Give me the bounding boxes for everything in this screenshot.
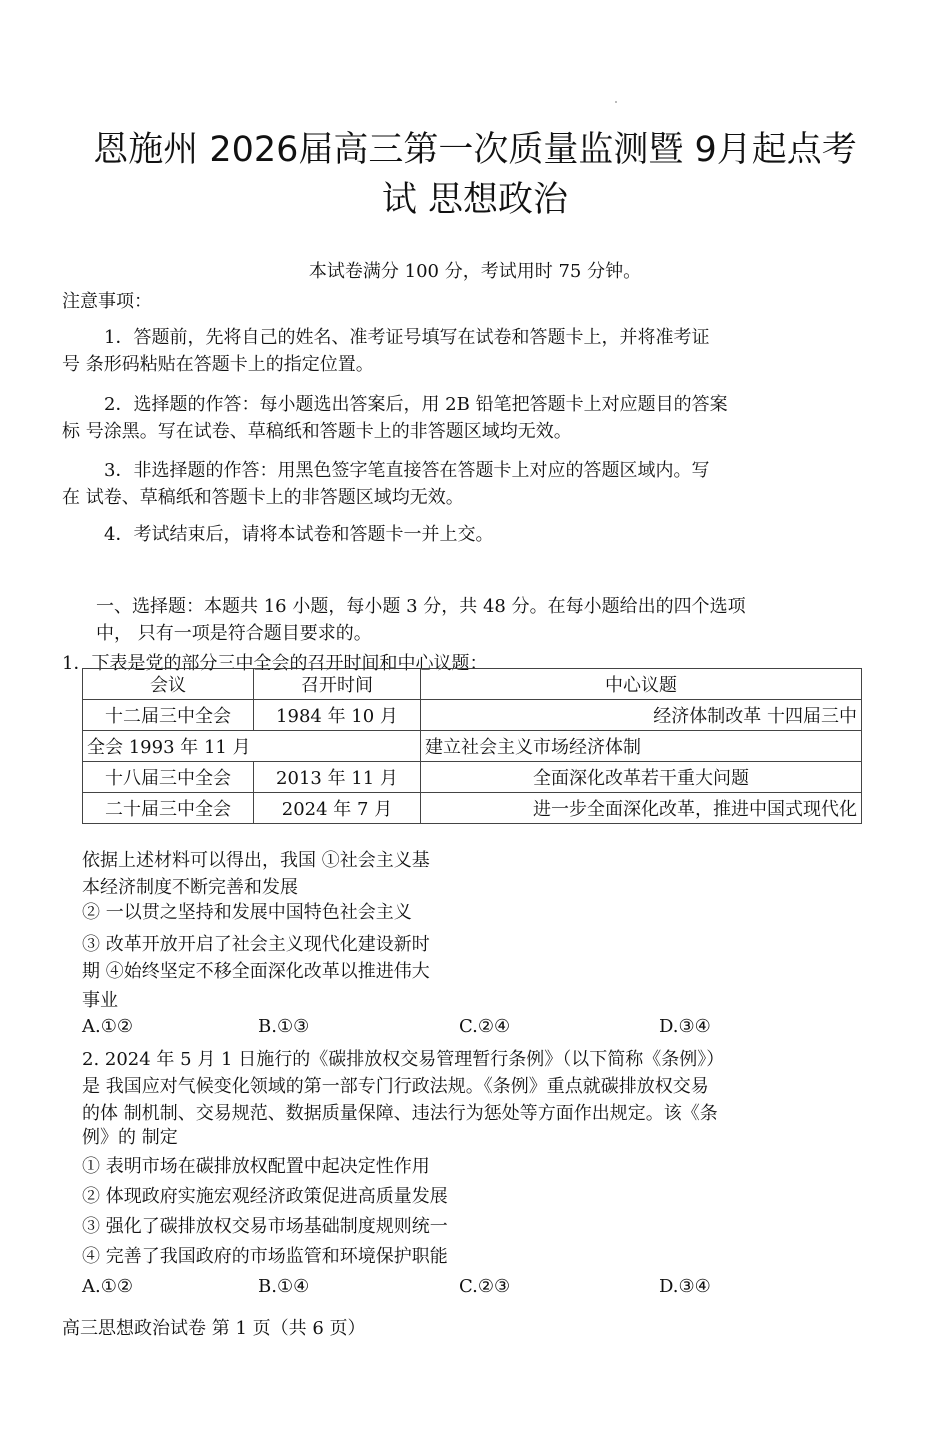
q1-text-line-3: ② 一以贯之坚持和发展中国特色社会主义 <box>82 902 412 923</box>
notice-heading: 注意事项： <box>62 291 152 312</box>
notice-2-line-2: 标 号涂黑。写在试卷、草稿纸和答题卡上的非答题区域均无效。 <box>62 421 572 442</box>
table-header-cell: 召开时间 <box>254 669 421 700</box>
q1-option-c[interactable]: C.②④ <box>459 1016 511 1037</box>
table-cell: 全面深化改革若干重大问题 <box>421 762 862 793</box>
q1-text-line-5: 期 ④始终坚定不移全面深化改革以推进伟大 <box>82 961 430 982</box>
table-cell: 2013 年 11 月 <box>254 762 421 793</box>
table-cell: 2024 年 7 月 <box>254 793 421 824</box>
q2-option-b[interactable]: B.①④ <box>258 1276 310 1297</box>
exam-title-line-1: 恩施州 2026届高三第一次质量监测暨 9月起点考 <box>93 130 857 170</box>
table-row <box>83 762 862 793</box>
table-row <box>83 793 862 824</box>
q2-option-d[interactable]: D.③④ <box>659 1276 711 1297</box>
table-row <box>83 731 862 762</box>
table-cell: 十八届三中全会 <box>83 762 254 793</box>
table-header-cell: 中心议题 <box>421 669 862 700</box>
notice-4: 4．考试结束后，请将本试卷和答题卡一并上交。 <box>104 524 494 545</box>
q1-text-line-2: 本经济制度不断完善和发展 <box>82 877 298 898</box>
table-cell: 十二届三中全会 <box>83 700 254 731</box>
table-header-cell: 会议 <box>83 669 254 700</box>
table-cell: 二十届三中全会 <box>83 793 254 824</box>
section-heading-line-1: 一、选择题：本题共 16 小题，每小题 3 分，共 48 分。在每小题给出的四个选项 <box>96 596 746 617</box>
q2-stem-line-4: 例》的 制定 <box>82 1127 178 1148</box>
q2-stem-line-1: 2. 2024 年 5 月 1 日施行的《碳排放权交易管理暂行条例》（以下简称《条例》） <box>82 1049 725 1070</box>
q2-option-a[interactable]: A.①② <box>82 1276 133 1297</box>
section-heading-line-2: 中， 只有一项是符合题目要求的。 <box>96 623 372 644</box>
q1-text-line-1: 依据上述材料可以得出，我国 ①社会主义基 <box>82 850 430 871</box>
table-cell: 全会 1993 年 11 月 <box>83 731 421 762</box>
q1-option-b[interactable]: B.①③ <box>258 1016 310 1037</box>
exam-title-line-2: 试 思想政治 <box>381 180 569 220</box>
q2-stem-line-2: 是 我国应对气候变化领域的第一部专门行政法规。《条例》重点就碳排放权交易 <box>82 1076 709 1097</box>
q1-option-a[interactable]: A.①② <box>82 1016 133 1037</box>
table-cell: 1984 年 10 月 <box>254 700 421 731</box>
notice-1-line-1: 1．答题前，先将自己的姓名、准考证号填写在试卷和答题卡上，并将准考证 <box>104 327 710 348</box>
notice-3-line-2: 在 试卷、草稿纸和答题卡上的非答题区域均无效。 <box>62 487 464 508</box>
q1-stem: 1．下表是党的部分三中全会的召开时间和中心议题： <box>62 653 488 674</box>
table-cell: 进一步全面深化改革，推进中国式现代化 <box>421 793 862 824</box>
q2-item-3: ③ 强化了碳排放权交易市场基础制度规则统一 <box>82 1216 448 1237</box>
q2-item-2: ② 体现政府实施宏观经济政策促进高质量发展 <box>82 1186 448 1207</box>
page-footer: 高三思想政治试卷 第 1 页（共 6 页） <box>62 1318 366 1339</box>
q2-item-1: ① 表明市场在碳排放权配置中起决定性作用 <box>82 1156 430 1177</box>
q1-text-line-4: ③ 改革开放开启了社会主义现代化建设新时 <box>82 934 430 955</box>
table-cell: 经济体制改革 十四届三中 <box>421 700 862 731</box>
q1-text-line-6: 事业 <box>82 990 118 1011</box>
scan-dot <box>615 101 617 103</box>
exam-subtitle: 本试卷满分 100 分，考试用时 75 分钟。 <box>308 261 642 282</box>
table-cell: 建立社会主义市场经济体制 <box>421 731 862 762</box>
q2-stem-line-3: 的体 制机制、交易规范、数据质量保障、违法行为惩处等方面作出规定。该《条 <box>82 1103 718 1124</box>
notice-3-line-1: 3．非选择题的作答：用黑色签字笔直接答在答题卡上对应的答题区域内。写 <box>104 460 710 481</box>
q1-option-d[interactable]: D.③④ <box>659 1016 711 1037</box>
meeting-table <box>82 668 862 824</box>
q2-item-4: ④ 完善了我国政府的市场监管和环境保护职能 <box>82 1246 448 1267</box>
q2-option-c[interactable]: C.②③ <box>459 1276 511 1297</box>
table-row <box>83 700 862 731</box>
notice-1-line-2: 号 条形码粘贴在答题卡上的指定位置。 <box>62 354 374 375</box>
notice-2-line-1: 2．选择题的作答：每小题选出答案后，用 2B 铅笔把答题卡上对应题目的答案 <box>104 394 728 415</box>
table-header-row <box>83 669 862 700</box>
